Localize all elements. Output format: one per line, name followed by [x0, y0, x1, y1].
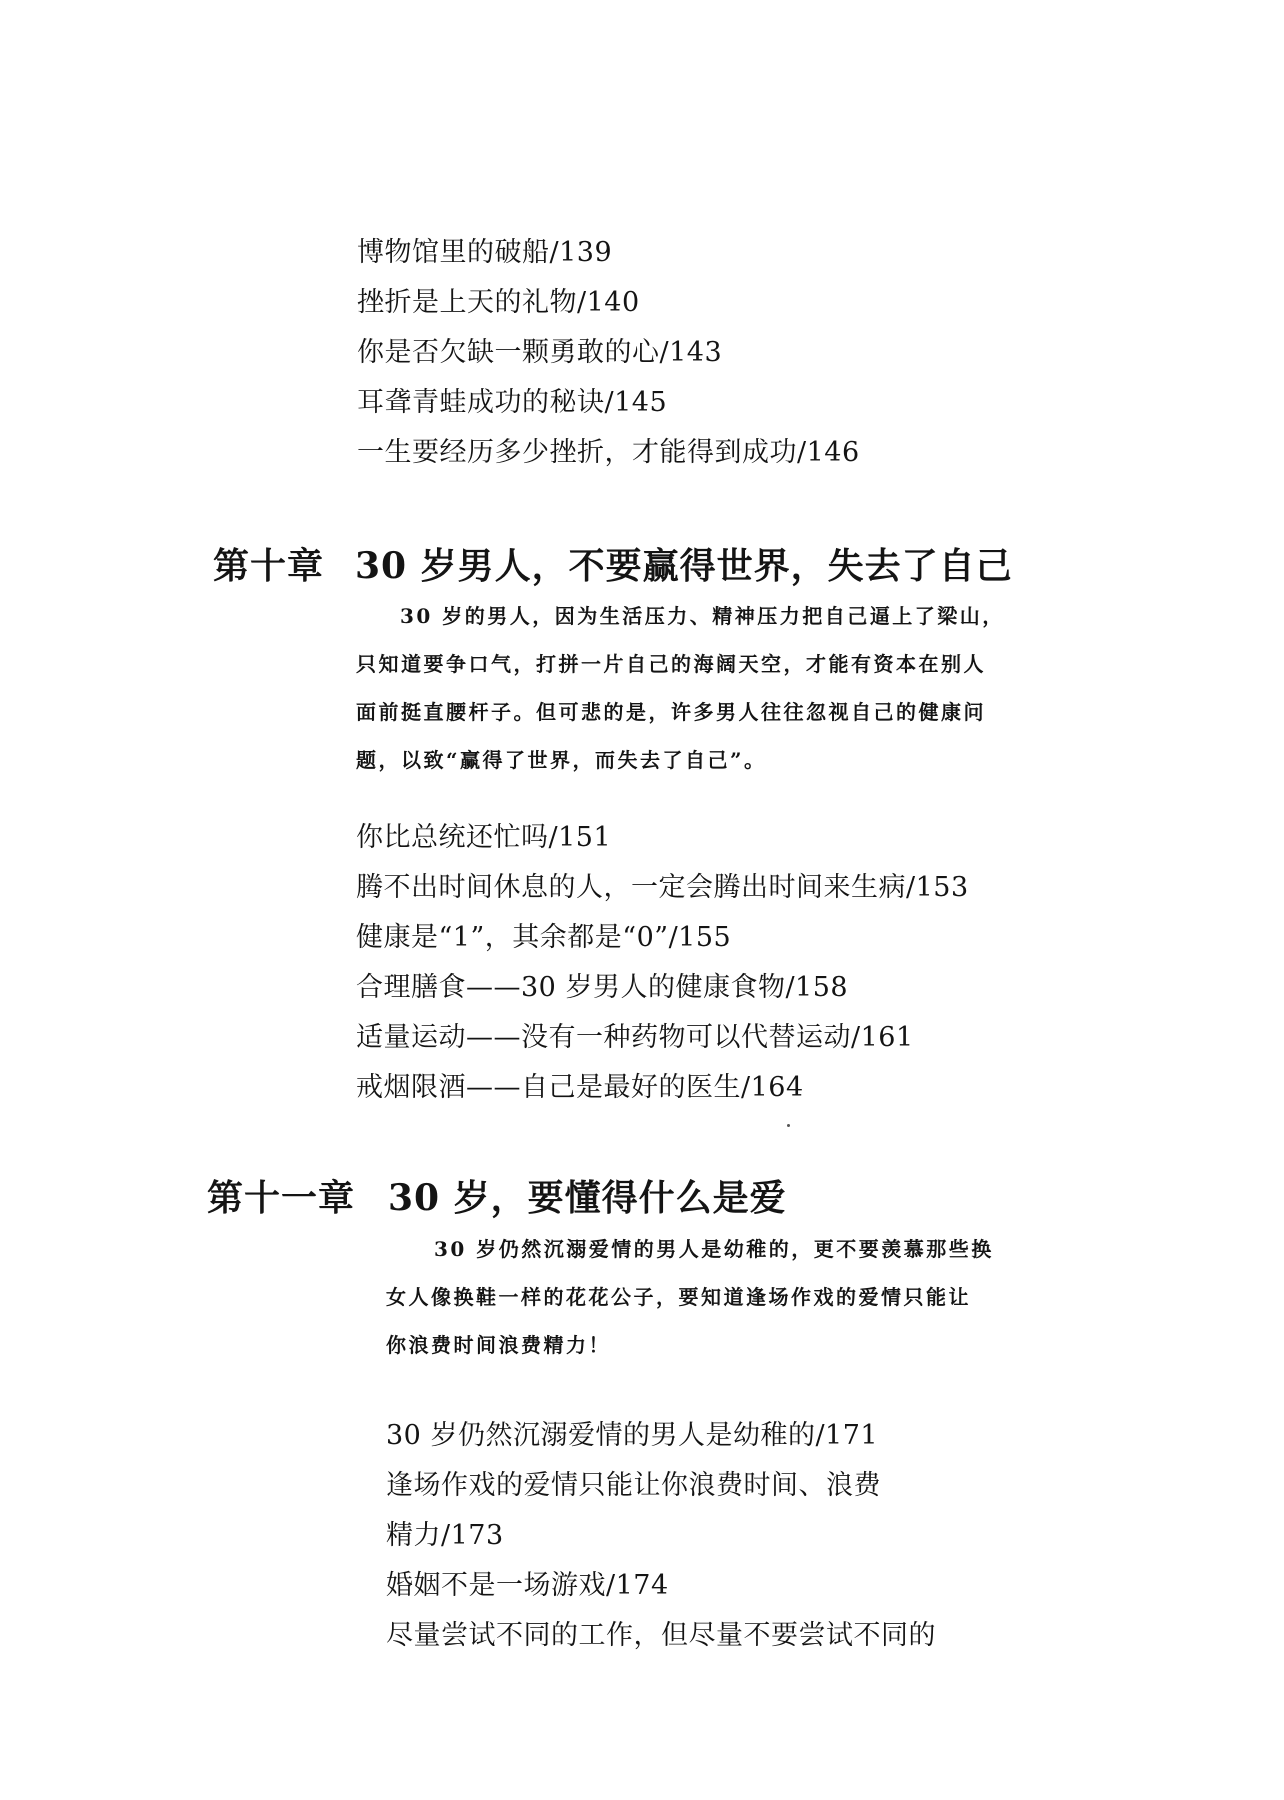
toc-entry: 挫折是上天的礼物/140	[357, 287, 640, 318]
toc-entry: 合理膳食——30 岁男人的健康食物/158	[356, 972, 849, 1003]
speck	[787, 1124, 790, 1127]
toc-entry: 尽量尝试不同的工作，但尽量不要尝试不同的	[386, 1620, 936, 1651]
toc-entry: 婚姻不是一场游戏/174	[386, 1570, 669, 1601]
toc-entry: 博物馆里的破船/139	[357, 237, 613, 268]
toc-entry: 腾不出时间休息的人，一定会腾出时间来生病/153	[356, 872, 969, 903]
chapter-title: 30 岁，要懂得什么是爱	[388, 1177, 787, 1219]
chapter-number: 第十章	[213, 545, 325, 587]
toc-entry: 30 岁仍然沉溺爱情的男人是幼稚的/171	[386, 1420, 879, 1451]
toc-entry: 精力/173	[386, 1520, 504, 1551]
summary-line: 题，以致“赢得了世界，而失去了自己”。	[356, 748, 767, 772]
summary-line: 30 岁的男人，因为生活压力、精神压力把自己逼上了梁山，	[400, 604, 1005, 628]
toc-entry: 你比总统还忙吗/151	[356, 822, 612, 853]
chapter-summary	[386, 1225, 994, 1369]
summary-line: 女人像换鞋一样的花花公子，要知道逢场作戏的爱情只能让	[386, 1285, 971, 1309]
toc-entry: 健康是“1”，其余都是“0”/155	[356, 922, 732, 953]
summary-line: 面前挺直腰杆子。但可悲的是，许多男人往往忽视自己的健康问	[356, 700, 986, 724]
summary-line: 30 岁仍然沉溺爱情的男人是幼稚的，更不要羡慕那些换	[434, 1237, 994, 1261]
toc-entry: 逢场作戏的爱情只能让你浪费时间、浪费	[386, 1470, 881, 1501]
summary-line: 你浪费时间浪费精力！	[386, 1333, 611, 1357]
toc-entry: 适量运动——没有一种药物可以代替运动/161	[356, 1022, 914, 1053]
summary-line: 只知道要争口气，打拼一片自己的海阔天空，才能有资本在别人	[356, 652, 986, 676]
chapter-summary	[356, 592, 1005, 784]
toc-entry: 戒烟限酒——自己是最好的医生/164	[356, 1072, 804, 1103]
toc-entry: 你是否欠缺一颗勇敢的心/143	[357, 337, 723, 368]
toc-entry: 耳聋青蛙成功的秘诀/145	[357, 387, 668, 418]
toc-entry: 一生要经历多少挫折，才能得到成功/146	[357, 437, 860, 468]
chapter-title: 30 岁男人，不要赢得世界，失去了自己	[355, 545, 1013, 587]
chapter-number: 第十一章	[207, 1177, 356, 1219]
